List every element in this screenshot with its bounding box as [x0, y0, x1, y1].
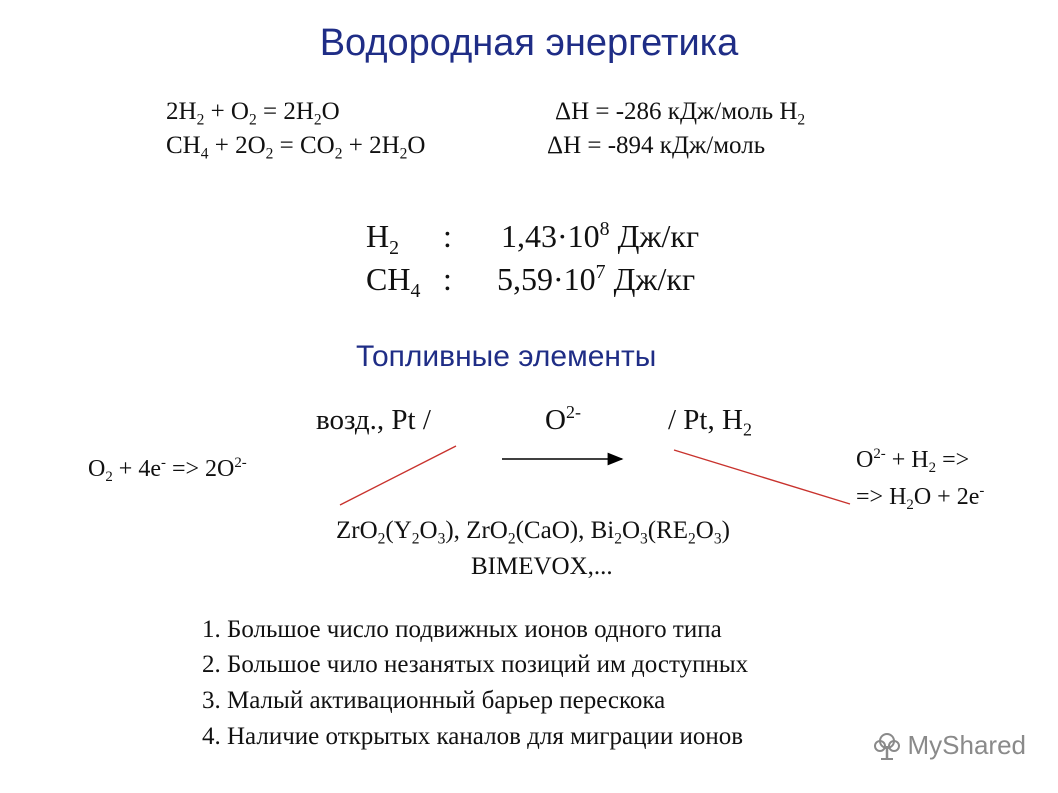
cell-electrolyte-ion: $O^{2-}$ — [545, 402, 581, 436]
watermark-tree-icon — [872, 731, 902, 761]
watermark — [872, 730, 1027, 761]
reaction-ch4-enthalpy: ΔH = -894 кДж/моль — [547, 132, 766, 159]
energy-ch4-value: $5,59\cdot 10^7$ Дж/кг — [497, 261, 696, 297]
energy-h2-colon: : — [443, 218, 452, 254]
cell-cathode: возд., Pt / — [316, 404, 431, 436]
electrolyte-bimevox: BIMEVOX,... — [471, 553, 613, 580]
anode-half-reaction-line1: $O^{2-} + H_2$ => — [856, 446, 970, 477]
requirement-item-2: 2. Большое чило незанятых позиций им доступных — [202, 651, 749, 678]
electrolyte-list: $ZrO_2(Y_2O_3)$, ZrO$_2$(CaO), $Bi_2O_3(RE_2O_3)$ — [336, 517, 730, 548]
cathode-half-reaction: $O_2 + 4e^- => 2O^{2-}$ — [88, 455, 247, 486]
energy-ch4-name: $CH_4$ — [366, 261, 421, 302]
section-subtitle: Топливные элементы — [356, 340, 657, 373]
watermark-text: MyShared — [907, 730, 1026, 760]
requirement-item-4: 4. Наличие открытых каналов для миграции ионов — [202, 723, 744, 750]
page-title: Водородная энергетика — [319, 22, 739, 64]
anode-half-reaction-line2: => $H_2O + 2e^-$ — [856, 483, 985, 514]
reaction-ch4-combustion: $CH_4 + 2O_2 = CO_2 + 2H_2O$ — [166, 132, 426, 163]
energy-h2-value: $1,43\cdot 10^8$ Дж/кг — [501, 218, 700, 254]
cell-anode: / Pt, $H_2$ — [668, 404, 752, 440]
requirement-item-3: 3. Малый активационный барьер перескока — [202, 687, 666, 714]
reaction-h2-combustion: $2H_2 + O_2 = 2H_2O$ — [166, 98, 340, 129]
energy-h2-name: $H_2$ — [366, 218, 400, 259]
reaction-h2-enthalpy: ΔH = -286 кДж/моль $H_2$ — [555, 98, 806, 129]
cathode-connector-line — [340, 446, 456, 505]
anode-connector-line — [674, 450, 850, 504]
requirement-item-1: 1. Большое число подвижных ионов одного типа — [202, 616, 722, 643]
energy-ch4-colon: : — [443, 261, 452, 297]
